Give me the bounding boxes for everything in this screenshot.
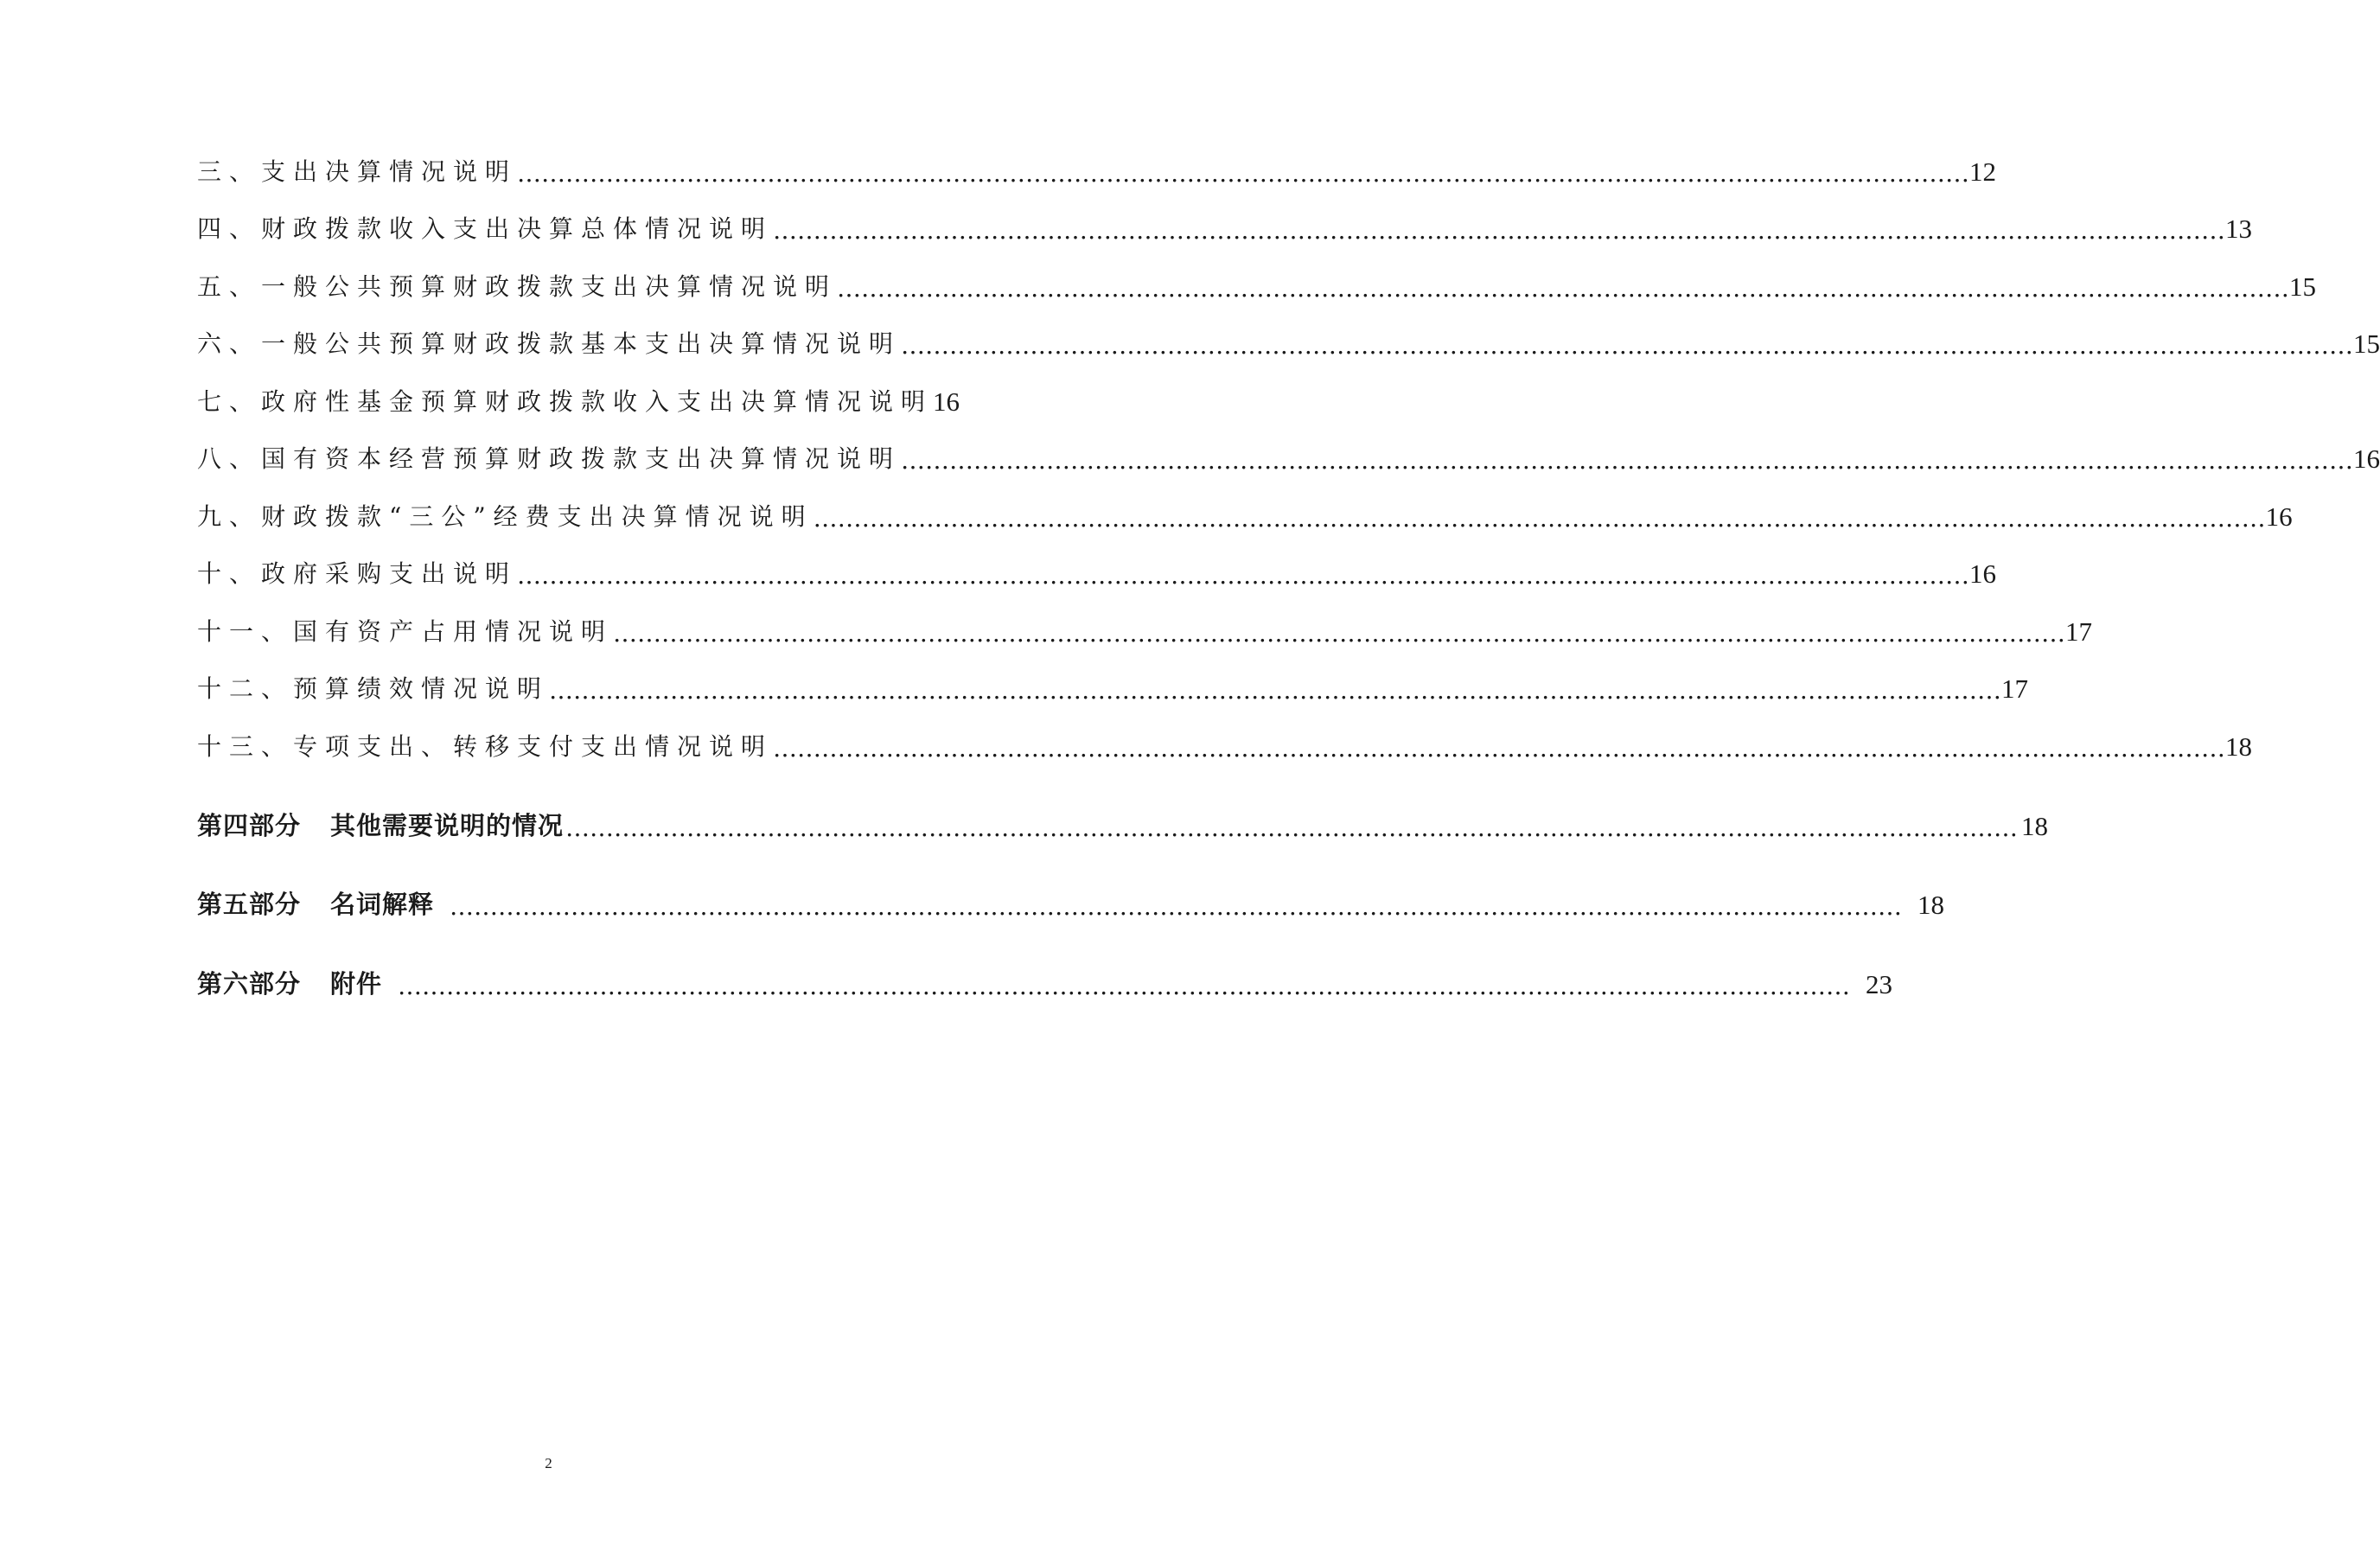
toc-part-number: 第四部分 (197, 810, 302, 840)
toc-entry-page: 16 (933, 386, 960, 417)
toc-entry-page: 17 (2001, 673, 2029, 704)
toc-part-title: 其他需要说明的情况 (330, 810, 565, 840)
dot-leader: ……………………………………………………………………………………………………………………………………………………………… (517, 158, 1970, 188)
toc-part-number: 第五部分 (197, 889, 302, 919)
dot-leader: ……………………………………………………………………………………………………………………………………………………………… (549, 676, 2002, 705)
toc-entry-section-8[interactable] (197, 418, 2380, 476)
dot-leader: ……………………………………………………………………………………………………………………………………………………………… (773, 733, 2226, 763)
toc-entry-part-6[interactable] (197, 921, 1893, 1000)
dot-leader: ……………………………………………………………………………………………………………………………………………………………… (837, 273, 2290, 303)
page-number: 2 (545, 1455, 552, 1471)
toc-entry-section-7[interactable] (197, 360, 960, 418)
toc-entry-title: 十二、预算绩效情况说明 (197, 674, 550, 703)
dot-leader: ……………………………………………………………………………………………………………………………………………………………… (901, 331, 2354, 360)
dot-leader: ……………………………………………………………………………………………………………………………………………………………… (450, 891, 1903, 921)
toc-entry-title: 十一、国有资产占用情况说明 (197, 616, 614, 646)
toc-entry-title: 五、一般公共预算财政拨款支出决算情况说明 (197, 271, 838, 301)
toc-entry-page: 18 (2021, 810, 2049, 841)
toc-entry-page: 23 (1866, 968, 1893, 999)
toc-entry-title: 九、财政拨款“三公”经费支出决算情况说明 (197, 501, 814, 531)
dot-leader: ……………………………………………………………………………………………………………………………………………………………… (398, 971, 1851, 1000)
table-of-contents (197, 130, 2380, 1000)
toc-part-title: 名词解释 (330, 889, 435, 919)
toc-entry-section-9[interactable] (197, 475, 2293, 533)
dot-leader: ……………………………………………………………………………………………………………………………………………………………… (773, 216, 2226, 245)
dot-leader: ……………………………………………………………………………………………………………………………………………………………… (517, 561, 1970, 590)
toc-entry-page: 15 (2353, 329, 2380, 359)
dot-leader: ……………………………………………………………………………………………………………………………………………………………… (565, 813, 2019, 842)
toc-entry-page: 15 (2289, 271, 2317, 302)
toc-entry-part-5[interactable] (197, 842, 1945, 921)
toc-part-number: 第六部分 (197, 968, 302, 999)
toc-entry-title: 十、政府采购支出说明 (197, 559, 518, 588)
toc-entry-title: 十三、专项支出、转移支付支出情况说明 (197, 731, 774, 761)
toc-entry-section-13[interactable] (197, 705, 2253, 763)
toc-part-heading (197, 807, 564, 842)
dot-leader: ……………………………………………………………………………………………………………………………………………………………… (613, 618, 2066, 648)
toc-entry-section-5[interactable] (197, 245, 2317, 303)
toc-entry-title: 六、一般公共预算财政拨款基本支出决算情况说明 (197, 329, 902, 358)
toc-entry-page: 16 (2353, 444, 2380, 474)
toc-entry-part-4[interactable] (197, 763, 2049, 842)
toc-entry-section-4[interactable] (197, 188, 2253, 246)
toc-entry-page: 16 (1969, 558, 1997, 589)
toc-entry-page: 18 (1917, 889, 1945, 920)
toc-entry-section-11[interactable] (197, 590, 2093, 648)
toc-entry-page: 12 (1969, 156, 1997, 187)
toc-entry-page: 13 (2225, 214, 2253, 244)
toc-entry-section-6[interactable] (197, 303, 2380, 361)
toc-entry-section-12[interactable] (197, 648, 2029, 705)
toc-entry-page: 17 (2065, 616, 2093, 647)
toc-part-heading (197, 885, 434, 921)
toc-part-title: 附件 (330, 968, 383, 999)
toc-entry-page: 18 (2225, 731, 2253, 762)
toc-entry-section-10[interactable] (197, 533, 1997, 590)
dot-leader: ……………………………………………………………………………………………………………………………………………………………… (813, 503, 2266, 533)
toc-entry-title: 七、政府性基金预算财政拨款收入支出决算情况说明 (197, 386, 934, 416)
toc-entry-title: 四、财政拨款收入支出决算总体情况说明 (197, 214, 774, 243)
toc-entry-title: 三、支出决算情况说明 (197, 156, 518, 186)
toc-part-heading (197, 965, 382, 1000)
toc-entry-page: 16 (2265, 501, 2293, 532)
dot-leader: ……………………………………………………………………………………………………………………………………………………………… (901, 446, 2354, 475)
toc-entry-section-3[interactable] (197, 130, 1997, 188)
toc-entry-title: 八、国有资本经营预算财政拨款支出决算情况说明 (197, 444, 902, 473)
